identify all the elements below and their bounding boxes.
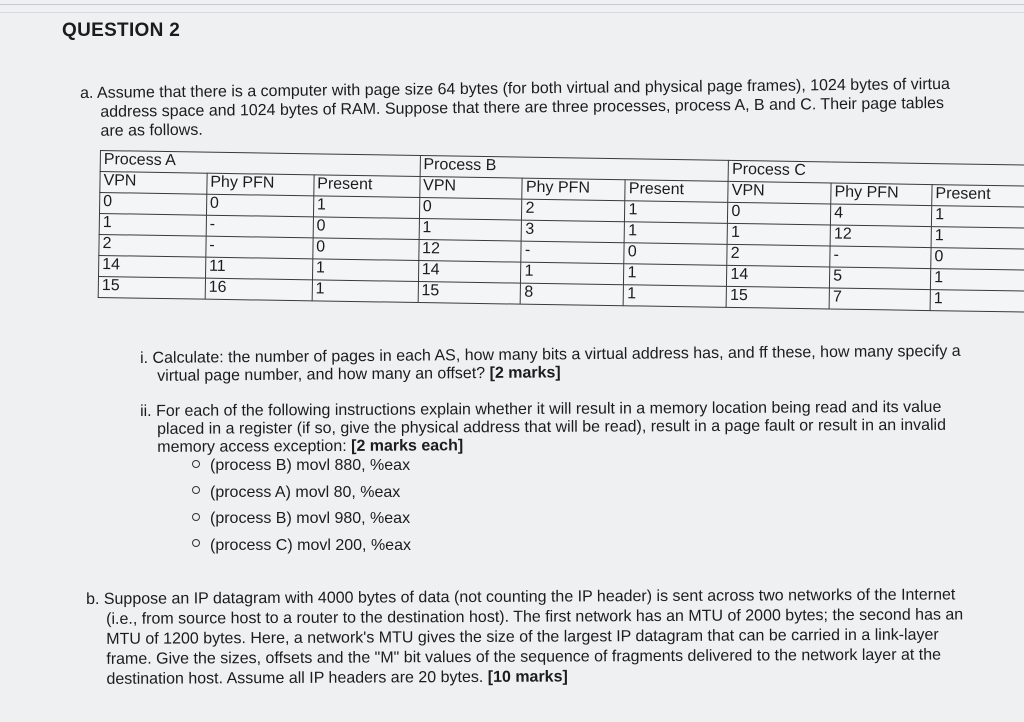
part-a-line-2: address space and 1024 bytes of RAM. Suppose that there are three processes, process A, B and C. Their page tables (100, 94, 945, 121)
table-cell: 14 (727, 265, 830, 288)
part-a-line-3: are as follows. (100, 121, 203, 140)
list-item (192, 457, 411, 484)
col-header: Phy PFN (207, 173, 314, 196)
table-cell: 14 (99, 255, 206, 278)
sub-ii-line-1: ii. For each of the following instructions explain whether it will result in a memory location being read and its value (140, 398, 942, 420)
sub-ii-line-3 (140, 434, 1020, 457)
process-c-header: Process C (728, 160, 1024, 186)
list-item (192, 537, 411, 564)
page-top-rule (0, 4, 1024, 5)
bullet-circle-icon (192, 513, 200, 521)
part-b-line-1: b. Suppose an IP datagram with 4000 bytes of data (not counting the IP header) is sent across two networks of the Internet (86, 586, 956, 608)
table-cell: 1 (313, 196, 419, 219)
col-header: Present (625, 180, 728, 203)
table-cell: 1 (99, 214, 206, 237)
sub-question-ii (140, 398, 1020, 457)
table-cell: 2 (99, 234, 206, 257)
sub-ii-line-2: placed in a register (if so, give the physical address that will be read), result in a page fault or result in an invalid (157, 416, 947, 438)
table-cell: 0 (313, 238, 419, 261)
bullet-circle-icon (192, 460, 200, 468)
part-b-line-2: (i.e., from source host to a router to the destination host). The first network has an MTU of 2000 bytes; the second has an (106, 606, 964, 628)
list-item (192, 510, 411, 537)
page-top-rule-2 (0, 12, 1024, 13)
table-cell: 1 (624, 264, 727, 287)
table-cell: 2 (727, 244, 830, 267)
table-cell: 8 (521, 283, 624, 306)
part-b-line-4: frame. Give the sizes, offsets and the "M" bit values of the sequence of fragments delivered to the network layer at the (106, 646, 942, 668)
table-cell: - (206, 215, 313, 238)
sub-ii-marks: [2 marks each] (351, 437, 464, 455)
table-cell: 16 (205, 278, 312, 301)
table-cell: 0 (313, 217, 419, 240)
instruction-list (192, 457, 411, 563)
table-cell: 1 (931, 206, 1024, 229)
part-b-line-3: MTU of 1200 bytes. Here, a network's MTU gives the size of the largest IP datagram that can be carried in a link-layer (106, 626, 939, 648)
col-header: VPN (419, 177, 522, 200)
part-a-line-1: a. Assume that there is a computer with page size 64 bytes (for both virtual and physical page frames), 1024 bytes of virtua (80, 75, 950, 102)
part-b (86, 585, 1017, 690)
col-header: Present (314, 175, 420, 198)
table-cell: - (830, 246, 931, 269)
part-b-marks: [10 marks] (487, 668, 568, 686)
table-cell: 12 (830, 225, 931, 248)
table-cell: 1 (930, 290, 1024, 313)
sub-ii-line-3-text: memory access exception: (157, 437, 352, 456)
table-cell: 1 (624, 222, 727, 245)
part-b-line-5-text: destination host. Assume all IP headers are 20 bytes. (106, 668, 488, 688)
bullet-circle-icon (192, 539, 200, 547)
table-cell: 1 (521, 262, 624, 285)
instruction-text: (process B) movl 880, %eax (210, 457, 411, 474)
table-cell: 11 (205, 257, 312, 280)
table-cell: 0 (206, 194, 313, 217)
sub-i-marks: [2 marks] (489, 364, 561, 382)
table-cell: 1 (419, 219, 522, 242)
bullet-circle-icon (192, 486, 200, 494)
col-header: Phy PFN (522, 178, 625, 201)
table-cell: 15 (418, 282, 521, 305)
process-a-header: Process A (100, 151, 420, 177)
table-cell: 15 (98, 276, 205, 299)
table-cell: 7 (829, 288, 930, 311)
part-a-intro (80, 74, 1024, 141)
table-cell: 1 (312, 259, 418, 282)
table-cell: 0 (419, 198, 522, 221)
table-cell: 3 (522, 220, 625, 243)
table-cell: 1 (624, 285, 727, 308)
table-cell: 1 (931, 227, 1024, 250)
instruction-text: (process B) movl 980, %eax (210, 510, 411, 527)
sub-i-line-2-text: virtual page number, and how many an offset? (157, 364, 490, 385)
question-title: QUESTION 2 (62, 20, 181, 41)
table-cell: - (521, 241, 624, 264)
page-tables (98, 150, 1024, 313)
table-cell: 1 (312, 280, 418, 303)
col-header: VPN (728, 181, 831, 204)
sub-i-line-1: i. Calculate: the number of pages in each AS, how many bits a virtual address has, and ff these, how many specify a (140, 342, 961, 367)
part-b-line-5 (86, 665, 1016, 690)
table-cell: 12 (418, 240, 521, 263)
table-cell: 1 (727, 223, 830, 246)
table-cell: 0 (728, 202, 831, 225)
table-cell: 5 (830, 267, 931, 290)
table-cell: 2 (522, 199, 625, 222)
table-cell: 14 (418, 261, 521, 284)
table-cell: 0 (931, 248, 1024, 271)
table-cell: - (206, 236, 313, 259)
table-cell: 0 (624, 243, 727, 266)
table-cell: 1 (625, 201, 728, 224)
instruction-text: (process A) movl 80, %eax (210, 483, 401, 501)
list-item (192, 484, 411, 511)
process-b-header: Process B (420, 156, 729, 182)
sub-question-i (140, 342, 1024, 386)
table-cell: 0 (100, 193, 207, 216)
instruction-text: (process C) movl 200, %eax (210, 536, 411, 554)
table-cell: 1 (930, 269, 1024, 292)
col-header: Present (932, 185, 1024, 208)
table-cell: 4 (831, 204, 932, 227)
table-cell: 15 (726, 286, 829, 309)
col-header: VPN (100, 172, 207, 195)
col-header: Phy PFN (831, 183, 932, 206)
